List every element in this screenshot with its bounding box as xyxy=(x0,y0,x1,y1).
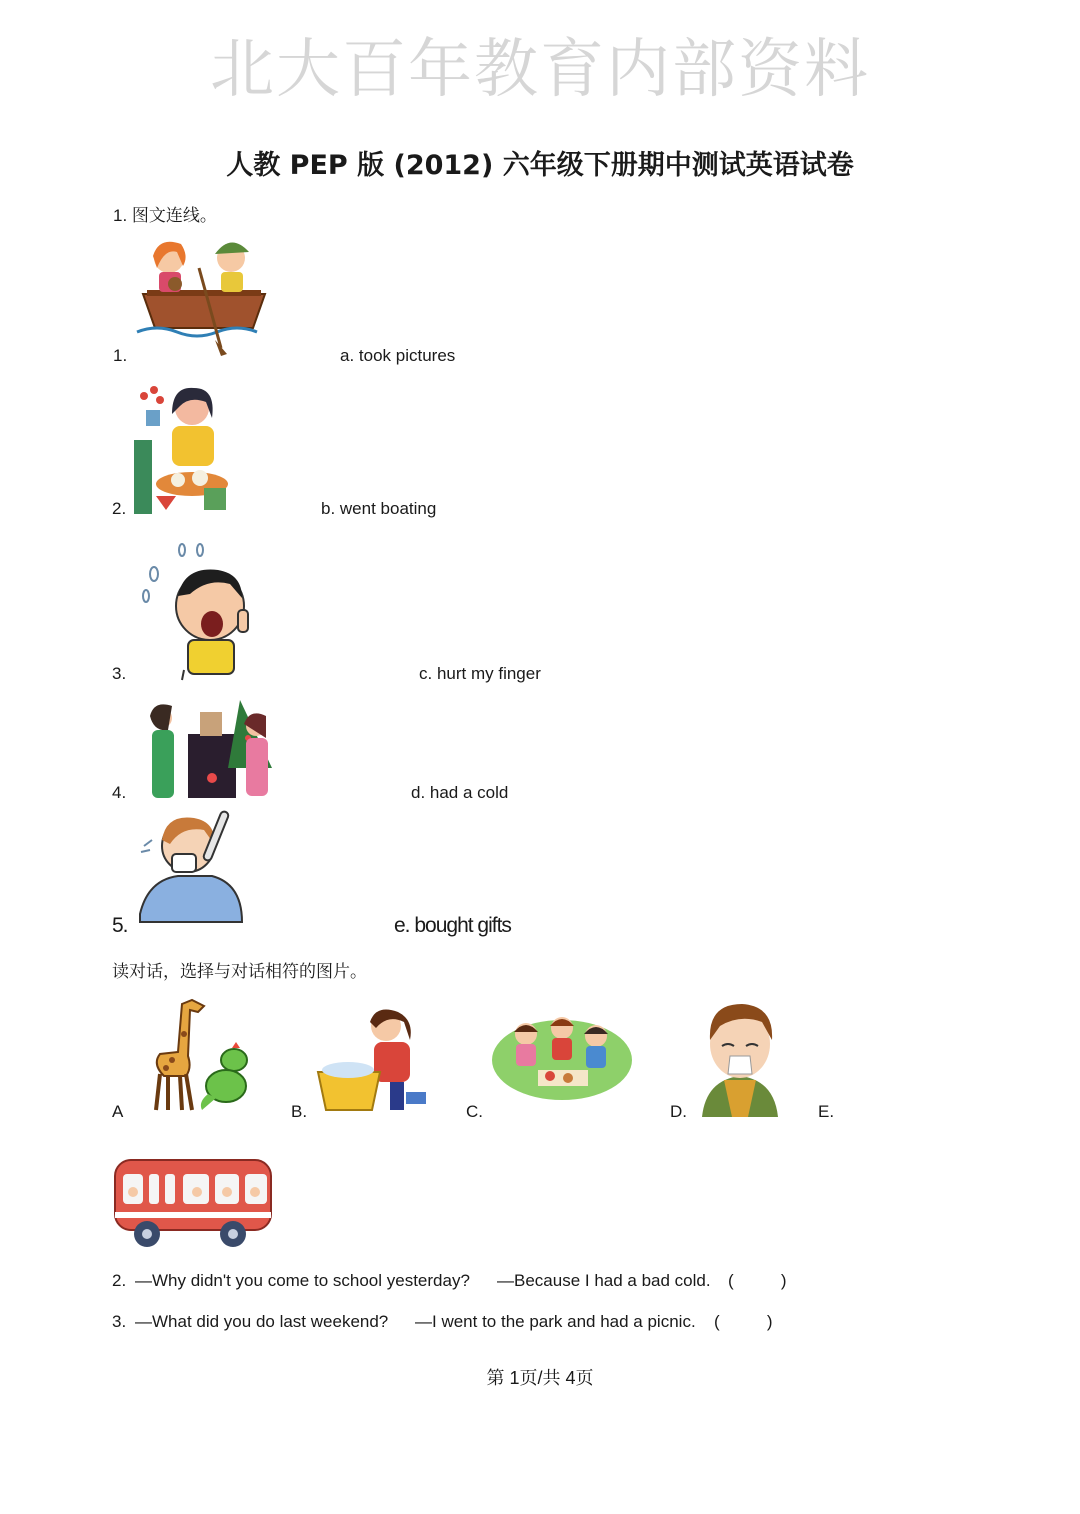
q1-item-number: 1. xyxy=(113,346,128,365)
answer-blank[interactable]: ( ) xyxy=(728,1271,787,1290)
sick-man-thermometer-picture xyxy=(138,810,244,924)
q1-item-phrase: e. bought gifts xyxy=(394,914,511,937)
woman-preparing-food-picture xyxy=(134,384,230,514)
answer-blank[interactable]: ( ) xyxy=(714,1312,773,1331)
boating-children-picture xyxy=(137,228,271,356)
q2-heading: 读对话，选择与对话相符的图片。 xyxy=(112,962,367,981)
page-title: 人教 PEP 版 (2012) 六年级下册期中测试英语试卷 xyxy=(226,150,854,181)
dialog-number: 2. xyxy=(112,1271,127,1290)
giraffe-dinosaur-picture xyxy=(136,994,254,1114)
school-bus-picture xyxy=(113,1156,275,1250)
q1-item-number: 5. xyxy=(112,914,128,937)
dialog-answer: —Because I had a bad cold. xyxy=(497,1271,711,1290)
q1-item-phrase: a. took pictures xyxy=(340,346,456,365)
dialog-answer: —I went to the park and had a picnic. xyxy=(415,1312,696,1331)
page-footer: 第 1页/共 4页 xyxy=(486,1368,594,1388)
q1-item-phrase: d. had a cold xyxy=(411,783,509,802)
dialog-question: —Why didn't you come to school yesterday? xyxy=(135,1271,470,1290)
q1-item-number: 2. xyxy=(112,499,127,518)
dialog-question: —What did you do last weekend? xyxy=(135,1312,389,1331)
q2-option-label: B. xyxy=(291,1102,308,1121)
girl-washing-clothes-picture xyxy=(318,1006,430,1116)
boy-sneezing-picture xyxy=(700,1000,780,1117)
watermark: 北大百年教育内部资料 xyxy=(210,33,870,107)
q1-item-number: 4. xyxy=(112,783,127,802)
women-shopping-gifts-picture xyxy=(144,698,272,798)
children-picnic-picture xyxy=(492,1004,634,1102)
dialog-number: 3. xyxy=(112,1312,127,1331)
q2-option-label: C. xyxy=(466,1102,483,1121)
crying-boy-finger-picture xyxy=(138,544,266,680)
q2-option-label: D. xyxy=(670,1102,687,1121)
q1-item-phrase: c. hurt my finger xyxy=(419,664,541,683)
q1-item-number: 3. xyxy=(112,664,127,683)
q2-option-label: A xyxy=(112,1102,124,1121)
q1-heading: 1. 图文连线。 xyxy=(113,206,217,225)
q1-item-phrase: b. went boating xyxy=(321,499,437,518)
q2-option-label: E. xyxy=(818,1102,835,1121)
